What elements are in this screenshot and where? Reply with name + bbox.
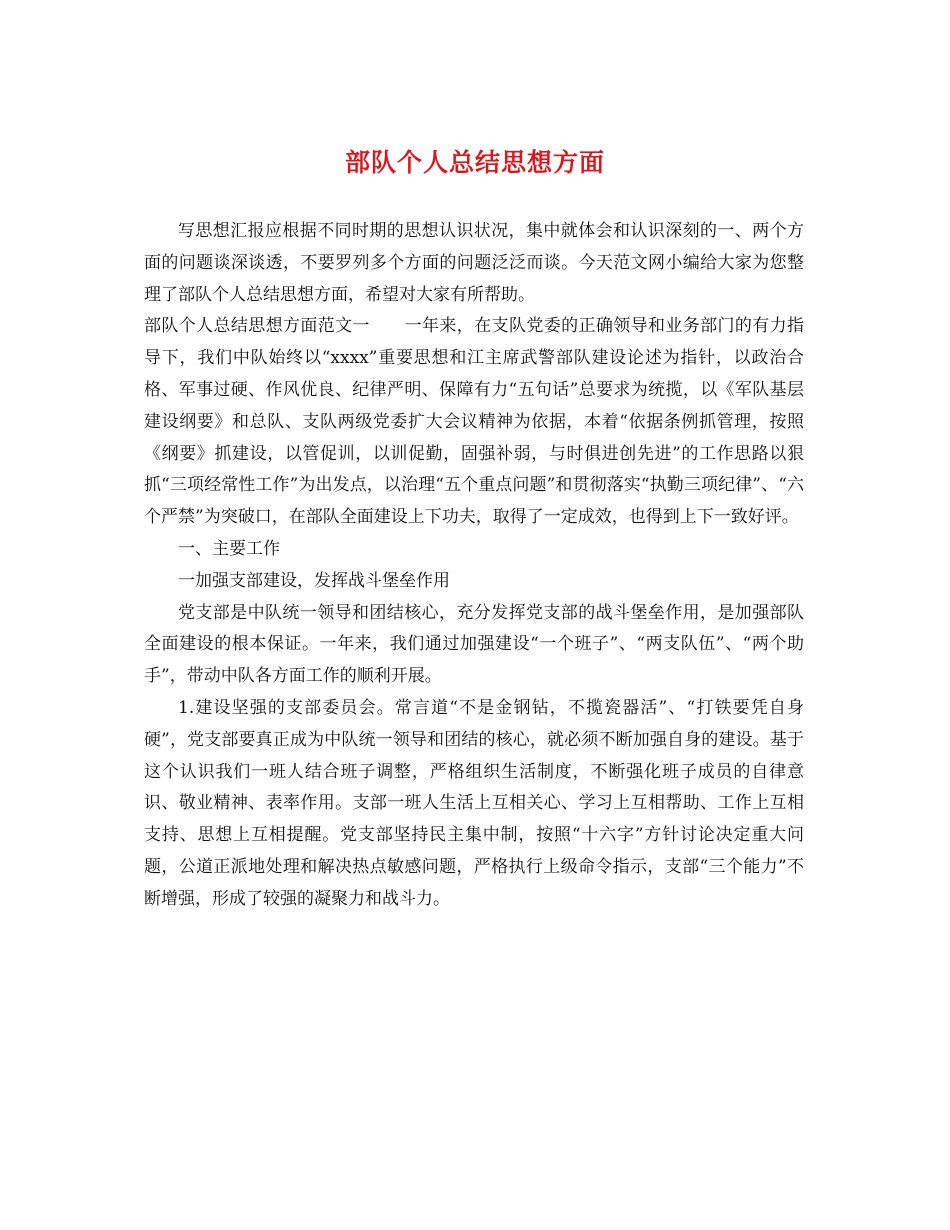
sample-one-paragraph: 部队个人总结思想方面范文一 一年来，在支队党委的正确领导和业务部门的有力指导下，我们中队始终以“xxxx”重要思想和江主席武警部队建设论述为指针，以政治合格、军事过硬、作风优良、纪律严明、保障有力“五句话”总要求为统揽，以《军队基层建设纲要》和总队、支队两级党委扩大会议精神为依据，本着“依据条例抓管理，按照《纲要》抓建设，以管促训，以训促勤，固强补弱，与时俱进创先进”的工作思路以狠抓“三项经常性工作”为出发点，以治理“五个重点问题”和贯彻落实“执勤三项纪律”、“六个严禁”为突破口，在部队全面建设上下功夫，取得了一定成效，也得到上下一致好评。 — [144, 316, 804, 528]
document-body — [144, 216, 804, 916]
section-heading-main-work: 一、主要工作 — [178, 538, 280, 559]
subsection-heading-party-branch: 一加强支部建设，发挥战斗堡垒作用 — [178, 570, 450, 591]
document-title: 部队个人总结思想方面 — [344, 148, 605, 177]
committee-paragraph: 1.建设坚强的支部委员会。常言道“不是金钢钻，不揽瓷器活”、“打铁要凭自身硬”，党支部要真正成为中队统一领导和团结的核心，就必须不断加强自身的建设。基于这个认识我们一班人结合班子调整，严格组织生活制度，不断强化班子成员的自律意识、敬业精神、表率作用。支部一班人生活上互相关心、学习上互相帮助、工作上互相支持、思想上互相提醒。党支部坚持民主集中制，按照“十六字”方针讨论决定重大问题，公道正派地处理和解决热点敏感问题，严格执行上级命令指示，支部“三个能力”不断增强，形成了较强的凝聚力和战斗力。 — [144, 697, 804, 909]
party-branch-paragraph: 党支部是中队统一领导和团结核心，充分发挥党支部的战斗堡垒作用，是加强部队全面建设的根本保证。一年来，我们通过加强建设“一个班子”、“两支队伍”、“两个助手”，带动中队各方面工作的顺利开展。 — [144, 602, 804, 687]
intro-paragraph: 写思想汇报应根据不同时期的思想认识状况，集中就体会和认识深刻的一、两个方面的问题谈深谈透，不要罗列多个方面的问题泛泛而谈。今天范文网小编给大家为您整理了部队个人总结思想方面，希望对大家有所帮助。 — [144, 221, 804, 305]
